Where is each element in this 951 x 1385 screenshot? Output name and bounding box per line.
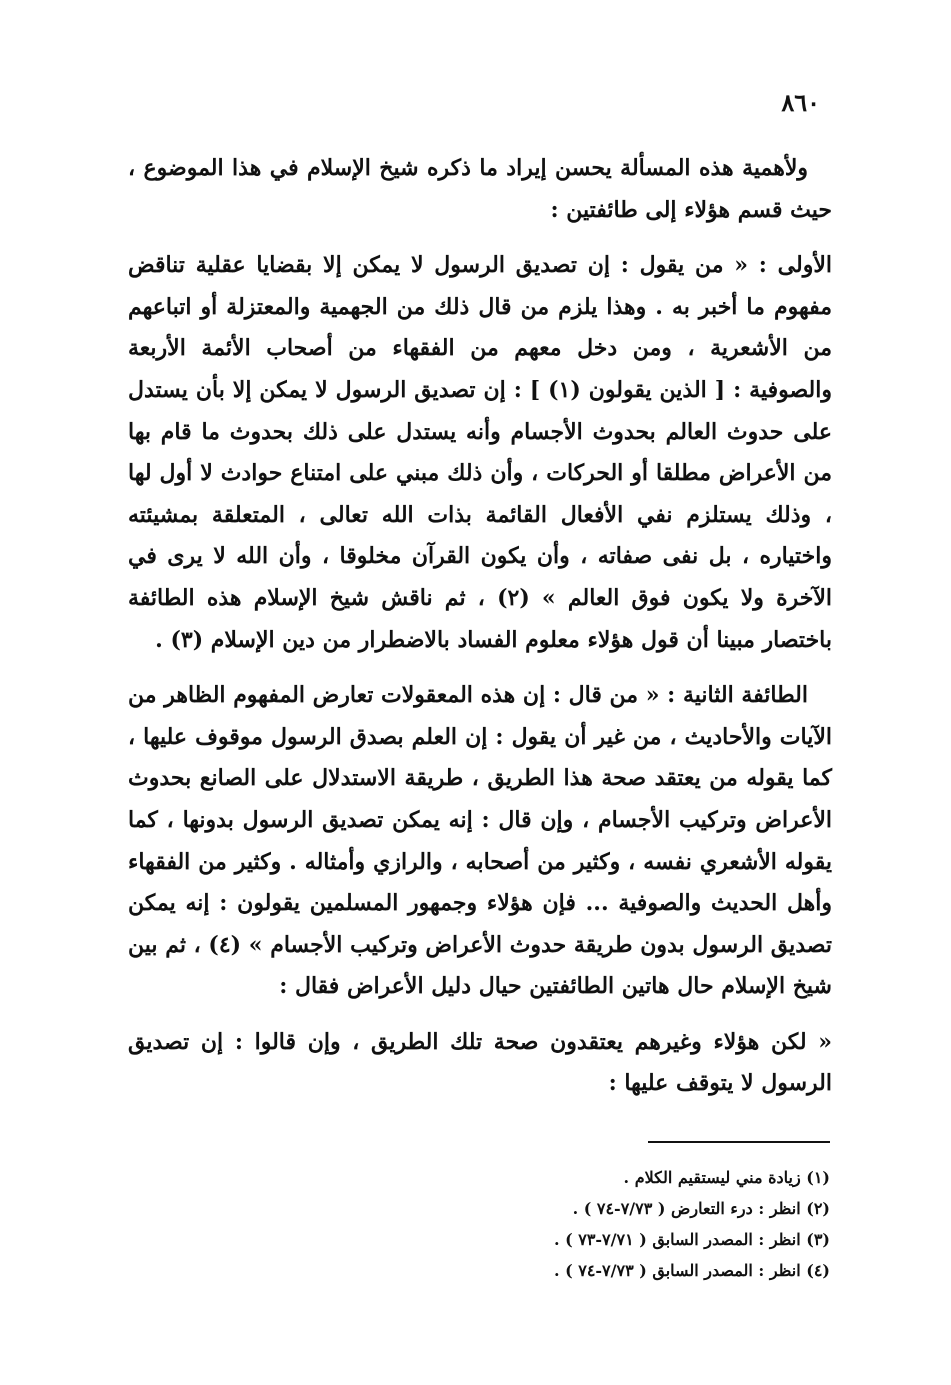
page-number: ٨٦٠ — [781, 88, 820, 117]
paragraph-text: « لكن هؤلاء وغيرهم يعتقدون صحة تلك الطريق ، وإن قالوا : إن تصديق الرسول لا يتوقف عليها : — [128, 1028, 832, 1097]
main-text — [128, 148, 832, 1105]
footnote-1: (١) زيادة مني ليستقيم الكلام . — [623, 1168, 830, 1187]
paragraph-text: « من يقول : إن تصديق الرسول لا يمكن إلا بقضايا عقلية تناقض مفهوم ما أخبر به . وهذا يلزم من قال ذلك من الجهمية والمعتزلة أو اتباعهم من الأشعرية ، ومن دخل معهم من الفقهاء من أصحاب الأئمة الأربعة والصوفية : [ الذين يقولون (١) ] : إن تصديق الرسول لا يمكن إلا بأن يستدل على حدوث العالم بحدوث الأجسام وأنه يستدل على ذلك بحدوث ما قام بها من الأعراض مطلقا أو الحركات ، وأن ذلك مبني على امتناع حوادث لا أول لها ، وذلك يستلزم نفي الأفعال القائمة بذات الله تعالى ، المتعلقة بمشيئته واختياره ، بل نفى صفاته ، وأن يكون القرآن مخلوقا ، وأن الله لا يرى في الآخرة ولا يكون فوق العالم » (٢) ، ثم ناقش شيخ الإسلام هذه الطائفة باختصار مبينا أن قول هؤلاء معلوم الفساد بالاضطرار من دين الإسلام (٣) . — [128, 252, 832, 653]
paragraph-text: ولأهمية هذه المسألة يحسن إيراد ما ذكره شيخ الإسلام في هذا الموضوع ، حيث قسم هؤلاء إلى طائفتين : — [128, 155, 832, 223]
paragraph-quote — [128, 1022, 832, 1105]
footnote-separator — [648, 1141, 830, 1143]
paragraph-text: « من قال : إن هذه المعقولات تعارض المفهوم الظاهر من الآيات والأحاديث ، من غير أن يقول : إن العلم بصدق الرسول موقوف عليها ، كما يقوله من يعتقد صحة هذا الطريق ، طريقة الاستدلال على الصانع بحدوث الأعراض وتركيب الأجسام ، وإن قال : إنه يمكن تصديق الرسول بدونها ، كما يقوله الأشعري نفسه ، وكثير من أصحابه ، والرازي وأمثاله . وكثير من الفقهاء وأهل الحديث والصوفية ... فإن هؤلاء وجمهور المسلمين يقولون : إنه يمكن تصديق الرسول بدون طريقة حدوث الأعراض وتركيب الأجسام » (٤) ، ثم بين شيخ الإسلام حال هاتين الطائفتين حيال دليل الأعراض فقال : — [128, 682, 833, 1000]
footnote-2: (٢) انظر : درء التعارض ( ٧/٧٣-٧٤ ) . — [572, 1199, 830, 1218]
paragraph-second-group — [128, 675, 832, 1008]
footnotes — [300, 1162, 830, 1286]
footnote-3: (٣) انظر : المصدر السابق ( ٧/٧١-٧٣ ) . — [553, 1230, 830, 1249]
paragraph-lead: الطائفة الثانية : — [659, 682, 808, 709]
paragraph-first-group — [128, 245, 832, 661]
paragraph-lead: الأولى : — [748, 252, 832, 279]
paragraph-intro — [128, 148, 832, 231]
footnote-4: (٤) انظر : المصدر السابق ( ٧/٧٣-٧٤ ) . — [553, 1261, 830, 1280]
